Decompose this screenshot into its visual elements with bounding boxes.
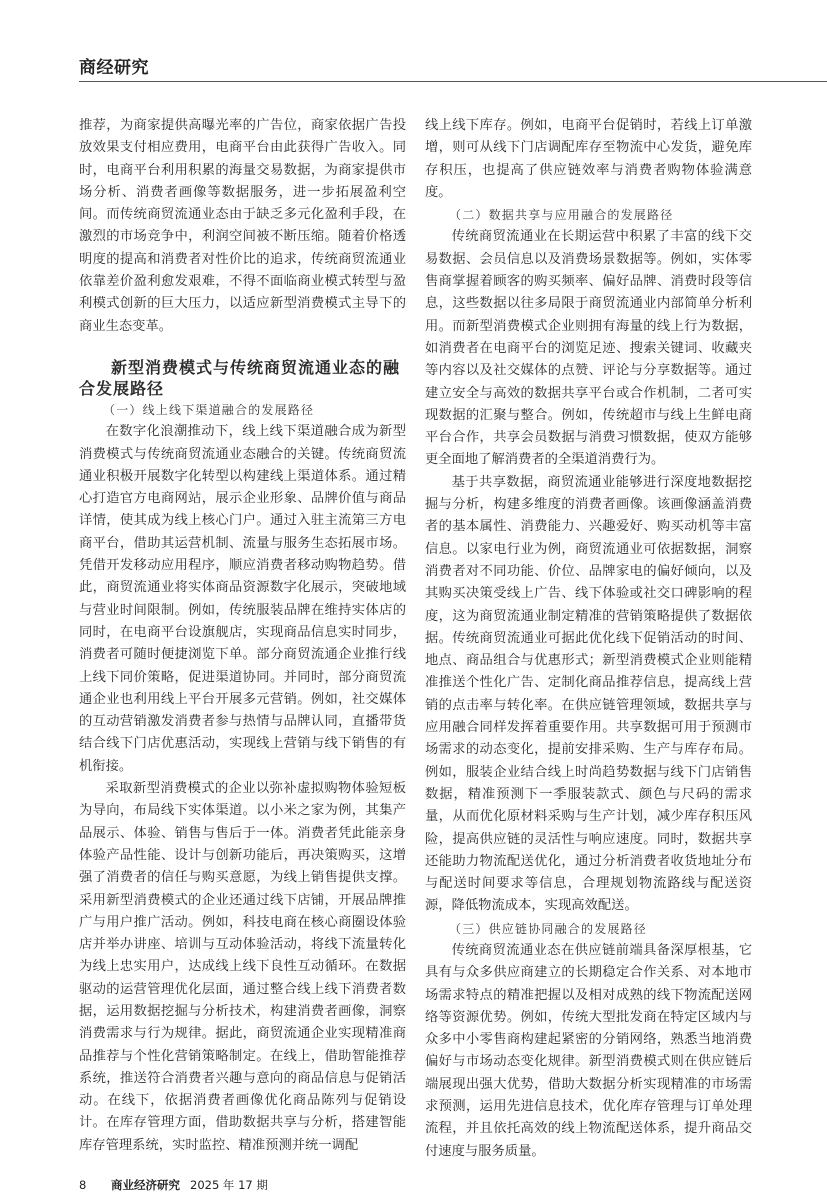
page-footer bbox=[79, 1177, 752, 1193]
left-column bbox=[79, 115, 406, 1157]
paragraph: 推荐，为商家提供高曝光率的广告位，商家依据广告投放效果支付相应费用，电商平台由此获得广告收入。同时，电商平台利用积累的海量交易数据，为商家提供市场分析、消费者画像等数据服务，进一步拓展盈利空间。而传统商贸流通业态由于缺乏多元化盈利手段，在激烈的市场竞争中，利润空间被不断压缩。随着价格透明度的提高和消费者对性价比的追求，传统商贸流通业依靠差价盈利愈发艰难，不得不面临商业模式转型与盈利模式创新的巨大压力，以适应新型消费模式主导下的商业生态变革。 bbox=[79, 118, 406, 334]
paragraph: 在数字化浪潮推动下，线上线下渠道融合成为新型消费模式与传统商贸流通业态融合的关键。传统商贸流通业积极开展数字化转型以构建线上渠道体系。通过精心打造官方电商网站，展示企业形象、品牌价值与商品详情，使其成为线上核心门户。通过入驻主流第三方电商平台，借助其运营机制、流量与服务生态拓展市场。凭借开发移动应用程序，顺应消费者移动购物趋势。借此，商贸流通业将实体商品资源数字化展示，突破地域与营业时间限制。例如，传统服装品牌在维持实体店的同时，在电商平台设旗舰店，实现商品信息实时同步，消费者可随时便捷浏览下单。部分商贸流通企业推行线上线下同价策略，促进渠道协同。并同时，部分商贸流通企业也利用线上平台开展多元营销。例如，社交媒体的互动营销激发消费者参与热情与品牌认同，直播带货结合线下门店优惠活动，实现线上营销与线下销售的有机衔接。 bbox=[79, 424, 406, 774]
paragraph: 基于共享数据，商贸流通业能够进行深度地数据挖掘与分析，构建多维度的消费者画像。该画像涵盖消费者的基本属性、消费能力、兴趣爱好、购买动机等丰富信息。以家电行业为例，商贸流通业可依据数据，洞察消费者对不同功能、价位、品牌家电的偏好倾向，以及其购买决策受线上广告、线下体验或社交口碑影响的程度，这为商贸流通业制定精准的营销策略提供了数据依据。传统商贸流通业可据此优化线下促销活动的时间、地点、商品组合与优惠形式；新型消费模式企业则能精准推送个性化广告、定制化商品推荐信息，提高线上营销的点击率与转化率。在供应链管理领域，数据共享与应用融合同样发挥着重要作用。共享数据可用于预测市场需求的动态变化，提前安排采购、生产与库存布局。例如，服装企业结合线上时尚趋势数据与线下门店销售数据，精准预测下一季服装款式、颜色与尺码的需求量，从而优化原材料采购与生产计划，减少库存积压风险，提高供应链的灵活性与响应速度。同时，数据共享还能助力物流配送优化，通过分析消费者收货地址分布与配送时间要求等信息，合理规划物流路线与配送资源，降低物流成本，实现高效配送。 bbox=[425, 474, 752, 914]
paragraph: 传统商贸流通业在长期运营中积累了丰富的线下交易数据、会员信息以及消费场景数据等。例如，实体零售商掌握着顾客的购买频率、偏好品牌、消费时段等信息，这些数据以往多局限于商贸流通业内部简单分析利用。而新型消费模式企业则拥有海量的线上行为数据，如消费者在电商平台的浏览足迹、搜索关键词、收藏夹等内容以及社交媒体的点赞、评论与分享数据等。通过建立安全与高效的数据共享平台或合作机制，二者可实现数据的汇聚与整合。例如，传统超市与线上生鲜电商平台合作，共享会员数据与消费习惯数据，使双方能够更全面地了解消费者的全渠道消费行为。 bbox=[425, 229, 752, 468]
two-column-layout bbox=[79, 115, 752, 1163]
page-number: 8 bbox=[79, 1177, 87, 1192]
right-column bbox=[425, 115, 752, 1163]
header-rule bbox=[79, 81, 827, 82]
page-body bbox=[79, 115, 752, 1193]
subheading: （一）线上线下渠道融合的发展路径 bbox=[103, 402, 315, 417]
running-title: 商经研究 bbox=[79, 58, 149, 78]
section-heading: 新型消费模式与传统商贸流通业态的融合发展路径 bbox=[79, 357, 401, 398]
journal-name: 商业经济研究 bbox=[111, 1177, 180, 1192]
issue-label: 2025 年 17 期 bbox=[190, 1177, 268, 1192]
paragraph: 传统商贸流通业态在供应链前端具备深厚根基，它具有与众多供应商建立的长期稳定合作关系、对本地市场需求特点的精准把握以及相对成熟的线下物流配送网络等资源优势。例如，传统大型批发商在特定区域内与众多中小零售商构建起紧密的分销网络，熟悉当地消费偏好与市场动态变化规律。新型消费模式则在供应链后端展现出强大优势，借助大数据分析实现精准的市场需求预测，运用先进信息技术，优化库存管理与订单处理流程，并且依托高效的线上物流配送体系，提升商品交付速度与服务质量。 bbox=[425, 942, 752, 1159]
paragraph: 采取新型消费模式的企业以弥补虚拟购物体验短板为导向，布局线下实体渠道。以小米之家为例，其集产品展示、体验、销售与售后于一体。消费者凭此能亲身体验产品性能、设计与创新功能后，再决策购买，这增强了消费者的信任与购买意愿，为线上销售提供支撑。采用新型消费模式的企业还通过线下店铺，开展品牌推广与用户推广活动。例如，科技电商在核心商圈设体验店并举办讲座、培训与互动体验活动，将线下流量转化为线上忠实用户，达成线上线下良性互动循环。在数据驱动的运营管理优化层面，通过整合线上线下消费者数据，运用数据挖掘与分析技术，构建消费者画像，洞察消费需求与行为规律。据此，商贸流通企业实现精准商品推荐与个性化营销策略制定。在线上，借助智能推荐系统，推送符合消费者兴趣与意向的商品信息与促销活动。在线下，依据消费者画像优化商品陈列与促销设计。在库存管理方面，借助数据共享与分析，搭建智能库存管理系统，实时监控、精准预测并统一调配 bbox=[79, 781, 406, 1153]
paragraph: 线上线下库存。例如，电商平台促销时，若线上订单激增，则可从线下门店调配库存至物流中心发货，避免库存积压，也提高了供应链效率与消费者购物体验满意度。 bbox=[425, 118, 752, 200]
subheading: （三）供应链协同融合的发展路径 bbox=[449, 921, 648, 936]
subheading: （二）数据共享与应用融合的发展路径 bbox=[449, 208, 674, 223]
